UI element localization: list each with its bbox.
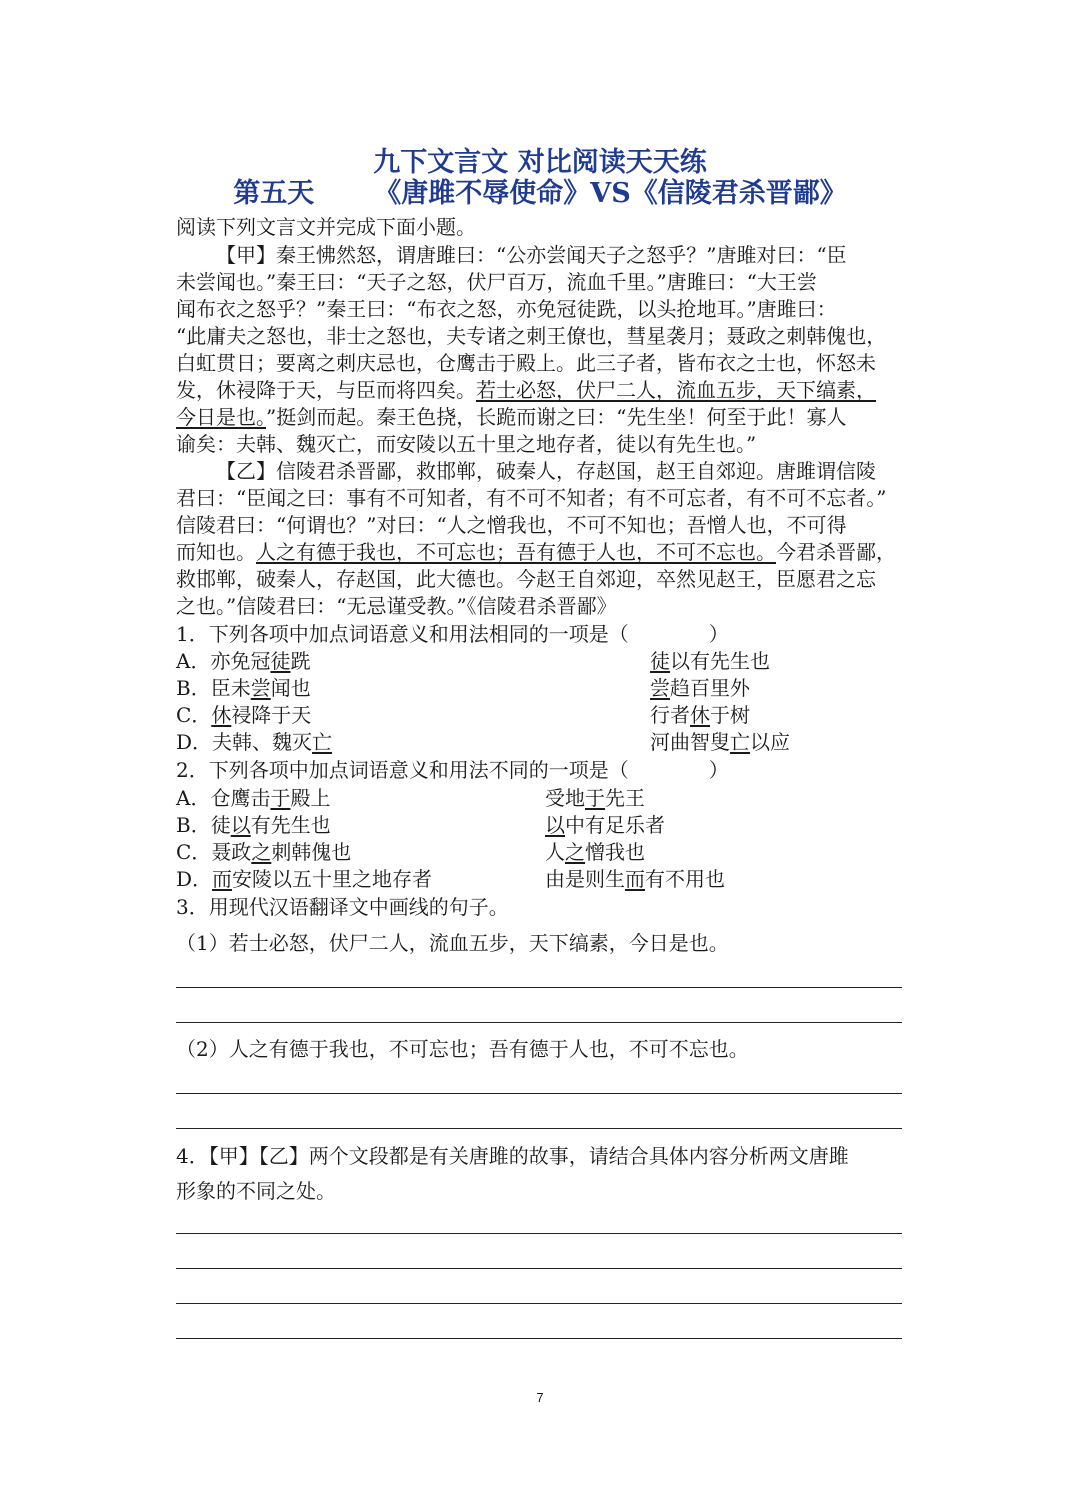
- passage-b-text: 今君杀晋鄙，: [776, 540, 896, 564]
- passage-a-line: “此庸夫之怒也，非士之怒也，夫专诸之刺王僚也，彗星袭月；聂政之刺韩傀也，: [176, 324, 887, 348]
- marked-word: 徒: [270, 649, 291, 673]
- q2-option-b-compare: 以中有足乐者: [545, 813, 665, 837]
- option-label: C．: [176, 703, 212, 727]
- q2-option-c-compare: 人之憎我也: [545, 840, 645, 864]
- question-1-stem: 1．下列各项中加点词语意义和用法相同的一项是（ ）: [176, 622, 729, 646]
- q1-option-b-compare: 尝趋百里外: [650, 676, 750, 700]
- marked-word: 于: [585, 786, 605, 810]
- answer-line[interactable]: [176, 1268, 902, 1269]
- page-title: 九下文言文 对比阅读天天练: [373, 147, 707, 178]
- passage-a-line: 谕矣：夫韩、魏灭亡，而安陵以五十里之地存者，徒以有先生也。”: [176, 432, 757, 456]
- q1-option-a-compare: 徒以有先生也: [650, 649, 770, 673]
- passage-b-line: 救邯郸，破秦人，存赵国，此大德也。今赵王自郊迎，卒然见赵王，臣愿君之忘: [176, 567, 876, 591]
- passage-a-line: [176, 404, 846, 431]
- marked-word: 亡: [312, 730, 333, 754]
- marked-word: 以: [545, 813, 565, 837]
- passage-b-line: 【乙】信陵君杀晋鄙，救邯郸，破秦人，存赵国，赵王自郊迎。唐雎谓信陵: [216, 459, 876, 483]
- passage-b-text: 而知也。: [176, 540, 256, 564]
- marked-word: 休: [690, 703, 710, 727]
- q2-option-d: D．而安陵以五十里之地存者: [176, 867, 433, 891]
- passage-b-line: [176, 539, 896, 566]
- marked-word: 而: [212, 867, 233, 891]
- day-label: 第五天: [233, 178, 315, 209]
- marked-word: 尝: [650, 676, 670, 700]
- option-label: A．: [176, 786, 211, 810]
- option-label: A．: [176, 649, 211, 673]
- marked-word: 于: [270, 786, 291, 810]
- question-4-stem-cont: 形象的不同之处。: [176, 1179, 336, 1203]
- page-subtitle: [0, 177, 1080, 211]
- instruction: 阅读下列文言文并完成下面小题。: [176, 215, 476, 239]
- passage-a-line: 闻布衣之怒乎？”秦王曰：“布衣之怒，亦免冠徒跣，以头抢地耳。”唐雎曰：: [176, 297, 837, 321]
- passage-b-line: 君曰：“臣闻之曰：事有不可知者，有不可不知者；有不可忘者，有不可不忘者。”: [176, 486, 887, 510]
- passage-a-text: ”挺剑而起。秦王色挠，长跪而谢之曰：“先生坐！何至于此！寡人: [266, 405, 847, 429]
- passage-b-line: 信陵君曰：“何谓也？”对曰：“人之憎我也，不可不知也；吾憎人也，不可得: [176, 513, 847, 537]
- answer-line[interactable]: [176, 1128, 902, 1129]
- passage-a-line: [176, 377, 876, 404]
- page-number: 7: [536, 1390, 544, 1405]
- answer-line[interactable]: [176, 1303, 902, 1304]
- q2-option-a-compare: 受地于先王: [545, 786, 645, 810]
- q1-option-c: C．休祲降于天: [176, 703, 312, 727]
- answer-line[interactable]: [176, 1022, 902, 1023]
- passage-a-text: 发，休祲降于天，与臣而将四矣。: [176, 378, 476, 402]
- option-label: B．: [176, 676, 211, 700]
- question-3-sub-1: （1）若士必怒，伏尸二人，流血五步，天下缟素，今日是也。: [176, 931, 729, 955]
- marked-word: 而: [625, 867, 645, 891]
- underlined-sentence-1: 若士必怒，伏尸二人，流血五步，天下缟素，: [476, 378, 876, 402]
- option-label: D．: [176, 867, 213, 891]
- underlined-sentence-2: 人之有德于我也，不可忘也；吾有德于人也，不可不忘也。: [256, 540, 776, 564]
- q2-option-d-compare: 由是则生而有不用也: [545, 867, 725, 891]
- marked-word: 尝: [250, 676, 271, 700]
- answer-line[interactable]: [176, 987, 902, 988]
- q1-option-b: B．臣未尝闻也: [176, 676, 311, 700]
- marked-word: 亡: [730, 730, 750, 754]
- marked-word: 以: [230, 813, 251, 837]
- q1-option-d: D．夫韩、魏灭亡: [176, 730, 333, 754]
- passage-a-line: 未尝闻也。”秦王曰：“天子之怒，伏尸百万，流血千里。”唐雎曰：“大王尝: [176, 270, 817, 294]
- answer-line[interactable]: [176, 1338, 902, 1339]
- underlined-sentence-1-end: 今日是也。: [176, 405, 266, 429]
- question-3-sub-2: （2）人之有德于我也，不可忘也；吾有德于人也，不可不忘也。: [176, 1037, 749, 1061]
- q1-option-c-compare: 行者休于树: [650, 703, 750, 727]
- passage-b-line: 之也。”信陵君曰：“无忌谨受教。”《信陵君杀晋鄙》: [176, 594, 617, 618]
- passage-titles: 《唐雎不辱使命》VS《信陵君杀晋鄙》: [374, 178, 847, 209]
- marked-word: 之: [251, 840, 272, 864]
- option-label: C．: [176, 840, 212, 864]
- marked-word: 徒: [650, 649, 670, 673]
- question-2-stem: 2．下列各项中加点词语意义和用法不同的一项是（ ）: [176, 758, 729, 782]
- q2-option-a: A．仓鹰击于殿上: [176, 786, 331, 810]
- passage-a-line: 白虹贯日；要离之刺庆忌也，仓鹰击于殿上。此三子者，皆布衣之士也，怀怒未: [176, 351, 876, 375]
- marked-word: 之: [565, 840, 585, 864]
- marked-word: 休: [211, 703, 232, 727]
- q2-option-c: C．聂政之刺韩傀也: [176, 840, 352, 864]
- answer-line[interactable]: [176, 1093, 902, 1094]
- q1-option-d-compare: 河曲智叟亡以应: [650, 730, 790, 754]
- answer-line[interactable]: [176, 1233, 902, 1234]
- option-label: D．: [176, 730, 213, 754]
- q2-option-b: B．徒以有先生也: [176, 813, 331, 837]
- option-label: B．: [176, 813, 211, 837]
- q1-option-a: A．亦免冠徒跣: [176, 649, 311, 673]
- question-4-stem: 4．【甲】【乙】两个文段都是有关唐雎的故事，请结合具体内容分析两文唐雎: [176, 1144, 849, 1168]
- passage-a-line: 【甲】秦王怫然怒，谓唐雎曰：“公亦尝闻天子之怒乎？”唐雎对曰：“臣: [216, 243, 847, 267]
- question-3-stem: 3．用现代汉语翻译文中画线的句子。: [176, 895, 509, 919]
